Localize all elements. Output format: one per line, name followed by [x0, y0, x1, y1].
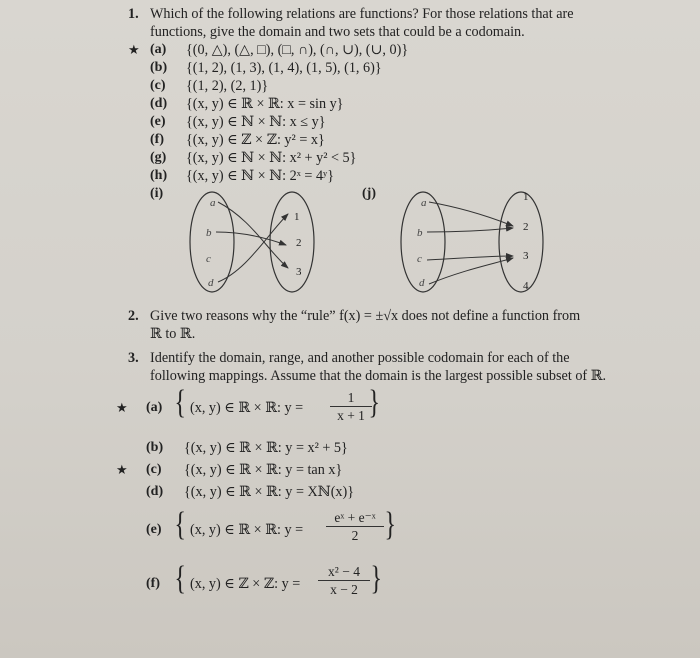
- q3a-brace-close: }: [368, 384, 380, 421]
- q3-text-line2: following mappings. Assume that the domain is the largest possible subset of ℝ.: [150, 368, 607, 384]
- q1f-text: {(x, y) ∈ ℤ × ℤ: y² = x}: [186, 132, 325, 148]
- q3f-fraction: [318, 564, 370, 597]
- q3a-label: (a): [146, 400, 163, 415]
- q3e-text: (x, y) ∈ ℝ × ℝ: y =: [190, 522, 304, 538]
- q3a-denominator: x + 1: [337, 408, 365, 423]
- diagram-i-node-c: c: [206, 253, 211, 265]
- q3a-star-icon: ★: [116, 400, 128, 415]
- arrow-b-2: [216, 232, 286, 245]
- diagram-j-node-2: 2: [523, 221, 529, 233]
- q3c-star-icon: ★: [116, 462, 128, 477]
- q1e-text: {(x, y) ∈ ℕ × ℕ: x ≤ y}: [186, 114, 326, 130]
- q3d-text: {(x, y) ∈ ℝ × ℝ: y = Χℕ(x)}: [184, 484, 355, 500]
- diagram-i-node-1: 1: [294, 211, 300, 223]
- q3d-label: (d): [146, 484, 164, 499]
- mapping-diagram-j: [393, 190, 553, 298]
- arrow-d-1: [218, 214, 288, 282]
- diagram-j-node-c: c: [417, 253, 422, 265]
- q3b-text: {(x, y) ∈ ℝ × ℝ: y = x² + 5}: [184, 440, 348, 456]
- q1a-star-icon: ★: [128, 42, 140, 57]
- q3a-text: (x, y) ∈ ℝ × ℝ: y =: [190, 400, 304, 416]
- diagram-i-node-2: 2: [296, 237, 302, 249]
- q1e-label: (e): [150, 114, 166, 129]
- q1a-text: {(0, △), (△, □), (□, ∩), (∩, ∪), (∪, 0)}: [186, 42, 409, 58]
- diagram-i-node-b: b: [206, 227, 212, 239]
- q1d-text: {(x, y) ∈ ℝ × ℝ: x = sin y}: [186, 96, 344, 112]
- q3e-brace-close: }: [384, 506, 396, 543]
- mapping-diagram-i: [182, 190, 322, 298]
- diagram-i-node-a: a: [210, 197, 216, 209]
- q1h-label: (h): [150, 168, 168, 183]
- diagram-j-node-a: a: [421, 197, 427, 209]
- diagram-i-node-d: d: [208, 277, 214, 289]
- q3a-numerator: 1: [347, 390, 355, 405]
- arrow-a-3: [218, 202, 288, 268]
- q3a-fraction: [330, 390, 372, 423]
- q3c-text: {(x, y) ∈ ℝ × ℝ: y = tan x}: [184, 462, 343, 478]
- q3e-fraction: [326, 510, 384, 543]
- q3f-text: (x, y) ∈ ℤ × ℤ: y =: [190, 576, 301, 592]
- q3f-denominator: x − 2: [330, 582, 358, 597]
- q3-number: 3.: [128, 350, 139, 366]
- q1-number: 1.: [128, 6, 139, 22]
- diagram-j-node-1: 1: [523, 191, 529, 203]
- q3e-label: (e): [146, 522, 162, 537]
- q1f-label: (f): [150, 132, 164, 147]
- diagram-j-node-d: d: [419, 277, 425, 289]
- q1j-label: (j): [362, 186, 376, 201]
- q3e-denominator: 2: [351, 528, 359, 543]
- q1g-text: {(x, y) ∈ ℕ × ℕ: x² + y² < 5}: [186, 150, 357, 166]
- q3f-brace-open: {: [174, 560, 186, 597]
- q3f-brace-close: }: [370, 560, 382, 597]
- q3-text-line1: Identify the domain, range, and another possible codomain for each of the: [150, 350, 570, 366]
- q3b-label: (b): [146, 440, 164, 455]
- q3a-brace-open: {: [174, 384, 186, 421]
- q1b-label: (b): [150, 60, 168, 75]
- q3e-brace-open: {: [174, 506, 186, 543]
- q1a-label: (a): [150, 42, 167, 57]
- q2-number: 2.: [128, 308, 139, 324]
- q3c-label: (c): [146, 462, 162, 477]
- diagram-j-node-4: 4: [523, 280, 529, 292]
- q3e-numerator: eˣ + e⁻ˣ: [334, 510, 376, 525]
- q1d-label: (d): [150, 96, 168, 111]
- arrow-d-3: [429, 258, 513, 284]
- q1-text-line1: Which of the following relations are functions? For those relations that are: [150, 6, 574, 22]
- q1-text-line2: functions, give the domain and two sets that could be a codomain.: [150, 24, 525, 40]
- q1g-label: (g): [150, 150, 167, 165]
- diagram-j-node-b: b: [417, 227, 423, 239]
- diagram-j-node-3: 3: [523, 250, 529, 262]
- q1c-text: {(1, 2), (2, 1)}: [186, 78, 269, 94]
- q1i-label: (i): [150, 186, 164, 201]
- q3f-numerator: x² − 4: [328, 564, 360, 579]
- codomain-ellipse-j: [499, 192, 543, 292]
- q1b-text: {(1, 2), (1, 3), (1, 4), (1, 5), (1, 6)}: [186, 60, 382, 76]
- q1h-text: {(x, y) ∈ ℕ × ℕ: 2ˣ = 4ʸ}: [186, 168, 335, 184]
- q2-text-line2: ℝ to ℝ.: [150, 326, 196, 342]
- q2-text-line1: Give two reasons why the “rule” f(x) = ±√x does not define a function from: [150, 308, 581, 324]
- q3f-label: (f): [146, 576, 160, 591]
- diagram-i-node-3: 3: [296, 266, 302, 278]
- q1c-label: (c): [150, 78, 166, 93]
